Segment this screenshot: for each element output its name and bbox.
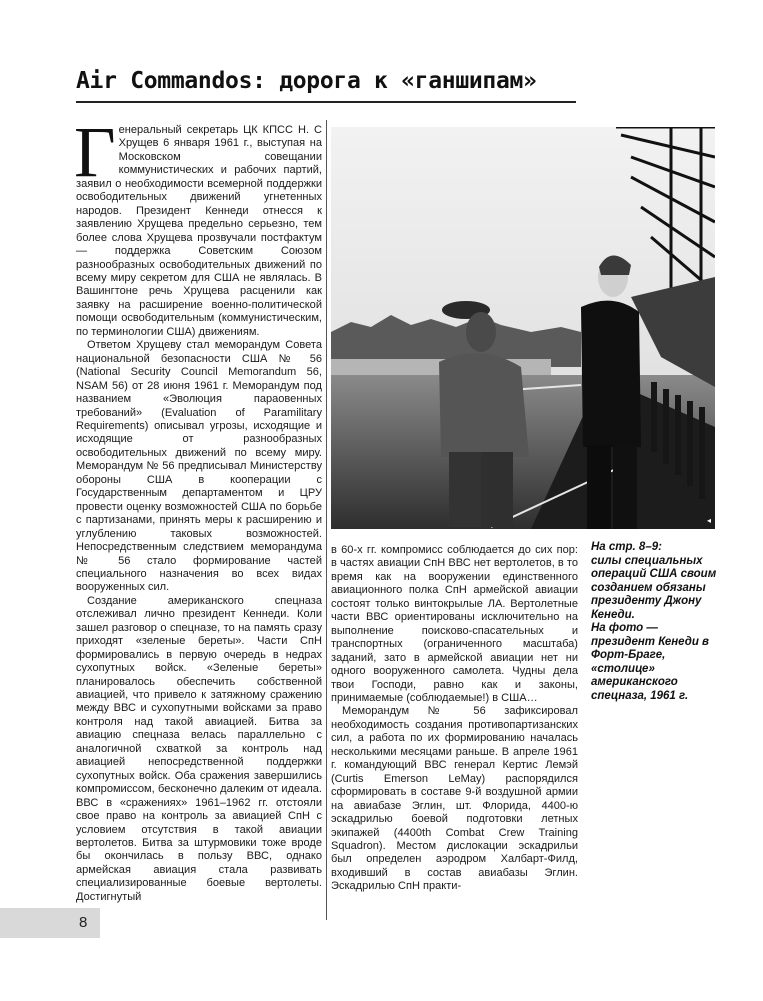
text-column-left xyxy=(74,112,322,904)
caption-line-1: На стр. 8–9: xyxy=(591,541,662,553)
photo-kennedy-fort-bragg xyxy=(331,127,715,529)
drop-cap: Г xyxy=(74,112,116,192)
photo-caption xyxy=(591,541,721,703)
paragraph-2: Ответом Хрущеву стал меморандум Совета национальной безопасности США № 56 (National Security Council Memorandum 56, NSAM 56) от 28 июня 1961 г. Меморандум под названием «Эволюция параовенных требований» (Evaluation of Paramilitary Requirements) описывал угрозы, исходящие и исходящие от разнообразных освободительных движений по всему миру. Меморандум № 56 предписывал Министерству обороны США в кооперации с Государственным департаментом и ЦРУ провести оценку возможностей США по борьбе с партизанами, принять меры к расширению и углублению таковых возможностей. Непосредственным следствием меморандума № 56 стало формирование частей специального назначения во всех видах вооруженных сил. xyxy=(76,339,322,594)
svg-text:◂: ◂ xyxy=(707,516,712,525)
article-title: Air Commandos: дорога к «ганшипам» xyxy=(76,68,537,94)
column-divider xyxy=(326,120,327,920)
photo-illustration xyxy=(331,127,715,529)
page-number: 8 xyxy=(79,914,88,931)
paragraph-5: Меморандум № 56 зафиксировал необходимость создания противопартизанских сил, а работа по их формированию началась несколькими месяцами раньше. В апреле 1961 г. командующий ВВС генерал Кертис Лемэй (Curtis Emerson LeMay) распорядился сформировать в составе 9-й воздушной армии на авиабазе Эглин, шт. Флорида, 4400-ю эскадрилью боевой подготовки летных экипажей (4400th Combat Crew Training Squadron). Местом дислокации эскадрильи был определен аэродром Халбарт-Филд, входивший в состав авиабазы Эглин. Эскадрилью СпН практи- xyxy=(331,705,578,893)
caption-line-2: силы специальных операций США своим созданием обязаны президенту Джону Кенеди. xyxy=(591,554,717,621)
paragraph-1 xyxy=(74,112,322,339)
title-underline xyxy=(76,101,576,103)
paragraph-1-text: енеральный секретарь ЦК КПСС Н. С Хрущев 6 января 1961 г., выступая на Московском совещании коммунистических и рабочих партий, заявил о необходимости всемерной поддержки освободительных движений угнетенных народов. Президент Кеннеди отнесся к заявлению Хрущева предельно серьезно, тем более слова Хрущева прозвучали постфактум — поддержка Советским Союзом разнообразных освободительных движений по всему миру секретом для США не являлась. В Вашингтоне речь Хрущева расценили как заявку на расширение военно-политической помощи освободительным (коммунистическим, по терминологии США) движениям. xyxy=(76,124,322,338)
caption-line-3: На фото — президент Кенеди в Форт-Брагe, «столице» американского спецназа, 1961 г. xyxy=(591,622,709,702)
text-column-right xyxy=(331,544,578,894)
paragraph-3: Создание американского спецназа отслеживал лично президент Кеннеди. Коли зашел разговор о спецназе, то на память сразу приходят «зеленые береты». Части СпН формировались в первую очередь в недрах сухопутных войск. «Зеленые береты» планировалось обеспечить собственной авиацией, что привело к затяжному сражению между ВВС и сухопутными войсками за право контроля над такой авиацией. Битва за авиацию спецназа велась параллельно с аналогичной схваткой за контроль над авиацией непосредственной поддержки сухопутных войск. Оба сражения завершились компромиссом, бесконечно далеким от идеала. ВВС в «сражениях» 1961–1962 гг. отстояли свое право на контроль за авиацией СпН с условием отсутствия в такой авиации вертолетов. Битва за штурмовики тоже вроде бы окончилась в пользу ВВС, однако армейская авиация стала развивать специализированные боевые вертолеты. Достигнутый xyxy=(76,594,322,903)
paragraph-4: в 60-х гг. компромисс соблюдается до сих пор: в частях авиации СпН ВВС нет вертолетов, в то время как на вооружении единственного авиационного полка СпН армейской авиации состоят только винтокрылые ЛА. Вертолетные части ВВС ориентированы исключительно на выполнение поисково-спасательных и транспортных (ограниченного масштаба) заданий, зато в армейской авиации нет ни одного вооруженного самолета. Чудны дела твои Господи, равно как и законы, принимаемые (соблюдаемые!) в США… xyxy=(331,544,578,704)
